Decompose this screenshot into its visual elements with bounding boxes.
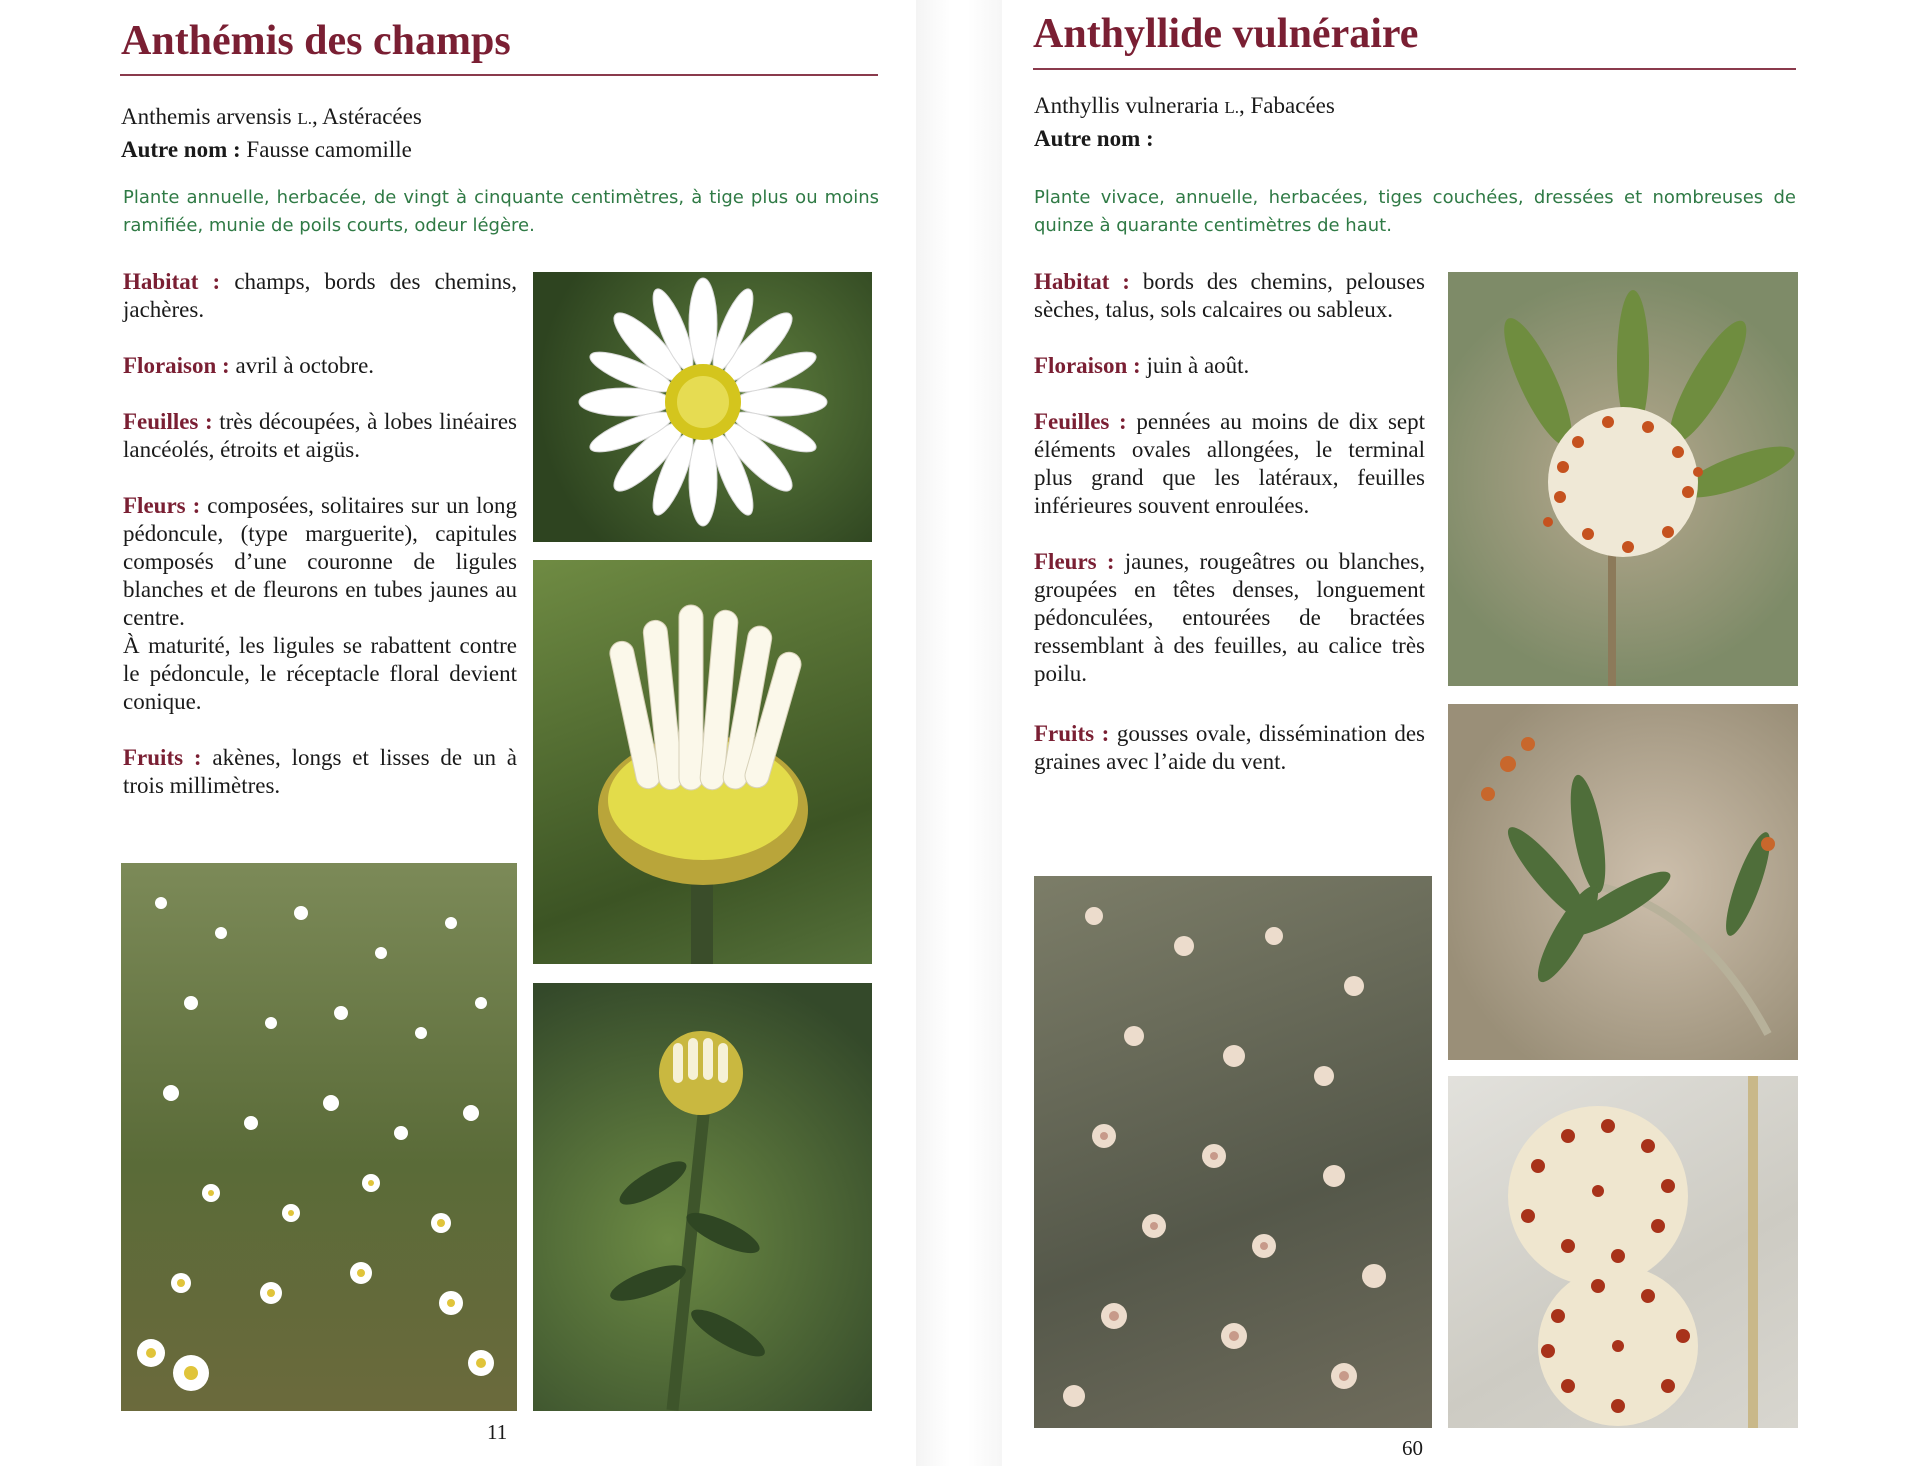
section-label: Fleurs : <box>123 493 201 518</box>
section-label: Fruits : <box>123 745 202 770</box>
alternate-name-label: Autre nom : <box>121 137 241 162</box>
plant-clump-illustration <box>1034 876 1432 1428</box>
anthyllis-heads-closeup-photo <box>1448 1076 1798 1428</box>
section-label: Feuilles : <box>1034 409 1127 434</box>
flowers-section <box>1034 548 1425 688</box>
family-name: , Fabacées <box>1239 93 1335 118</box>
flowering-section <box>123 352 517 380</box>
habitat-section <box>123 268 517 324</box>
section-label: Feuilles : <box>123 409 213 434</box>
section-text: bords des chemins, pelouses sèches, talus, sols calcaires ou sableux. <box>1034 269 1425 322</box>
section-text: champs, bords des chemins, jachères. <box>123 269 517 322</box>
section-label: Fleurs : <box>1034 549 1115 574</box>
section-text: pennées au moins de dix sept éléments ovales allongées, le terminal plus grand que les latéraux, feuilles inférieures souvent enroulées. <box>1034 409 1425 518</box>
leaves-section <box>1034 408 1425 520</box>
daisy-flower-photo <box>533 272 872 542</box>
scientific-name: Anthemis arvensis <box>121 104 292 129</box>
meadow-illustration <box>121 863 517 1411</box>
plant-description: Plante vivace, annuelle, herbacées, tiges couchées, dressées et nombreuses de quinze à quarante centimètres de haut. <box>1034 187 1796 236</box>
book-gutter <box>916 0 1002 1466</box>
left-page <box>84 0 916 1466</box>
scientific-name-line <box>1034 93 1335 119</box>
fruits-section <box>1034 720 1425 776</box>
leaves-section <box>123 408 517 464</box>
fruits-section <box>123 744 517 800</box>
habitat-section <box>1034 268 1425 324</box>
section-label: Floraison : <box>123 353 230 378</box>
daisy-meadow-photo <box>121 863 517 1411</box>
section-text: jaunes, rougeâtres ou blanches, groupées en têtes denses, longuement pédonculées, entourées de bractées ressemblant à des feuilles, au calice très poilu. <box>1034 549 1425 686</box>
anthyllis-bracts-photo <box>1448 704 1798 1060</box>
section-text: gousses ovale, dissémination des graines avec l’aide du vent. <box>1034 721 1425 774</box>
flowers-section <box>123 492 517 632</box>
anthyllis-plant-clump-photo <box>1034 876 1432 1428</box>
small-bud-photo <box>533 983 872 1411</box>
author-abbrev: L. <box>1224 98 1239 117</box>
section-text: À maturité, les ligules se rabattent contre le pédoncule, le réceptacle floral devient conique. <box>123 633 517 714</box>
section-text: composées, solitaires sur un long pédoncule, (type marguerite), capitules composés d’une couronne de ligules blanches et de fleurons en tubes jaunes au centre. <box>123 493 517 630</box>
section-label: Habitat : <box>123 269 221 294</box>
closed-flower-bud-photo <box>533 560 872 964</box>
section-text: akènes, longs et lisses de un à trois millimètres. <box>123 745 517 798</box>
section-label: Fruits : <box>1034 721 1110 746</box>
alternate-name-label: Autre nom : <box>1034 126 1154 151</box>
section-text: juin à août. <box>1140 353 1250 378</box>
author-abbrev: L. <box>297 109 312 128</box>
right-page <box>1002 0 1834 1466</box>
section-label: Habitat : <box>1034 269 1130 294</box>
section-label: Floraison : <box>1034 353 1141 378</box>
alternate-name-value: Fausse camomille <box>240 137 412 162</box>
bracts-illustration <box>1448 704 1798 1060</box>
page-number: 11 <box>487 1420 508 1444</box>
alternate-name-line <box>1034 126 1154 152</box>
family-name: , Astéracées <box>311 104 422 129</box>
title-underline <box>1033 68 1796 70</box>
heads-closeup-illustration <box>1448 1076 1798 1428</box>
bud-illustration <box>533 560 872 964</box>
page-title: Anthyllide vulnéraire <box>1033 11 1419 57</box>
scientific-name-line <box>121 104 422 130</box>
alternate-name-line <box>121 137 412 163</box>
section-text: avril à octobre. <box>229 353 375 378</box>
page-title: Anthémis des champs <box>121 18 511 64</box>
maturity-paragraph <box>123 632 517 716</box>
section-text: très découpées, à lobes linéaires lancéolés, étroits et aigüs. <box>123 409 517 462</box>
anthyllis-flowerhead-photo <box>1448 272 1798 686</box>
plant-description: Plante annuelle, herbacée, de vingt à cinquante centimètres, à tige plus ou moins ramifiée, munie de poils courts, odeur légère. <box>123 187 879 236</box>
title-underline <box>120 74 878 76</box>
daisy-illustration <box>533 272 872 542</box>
scientific-name: Anthyllis vulneraria <box>1034 93 1219 118</box>
small-bud-illustration <box>533 983 872 1411</box>
flowering-section <box>1034 352 1425 380</box>
page-number: 60 <box>1402 1436 1423 1460</box>
flowerhead-illustration <box>1448 272 1798 686</box>
